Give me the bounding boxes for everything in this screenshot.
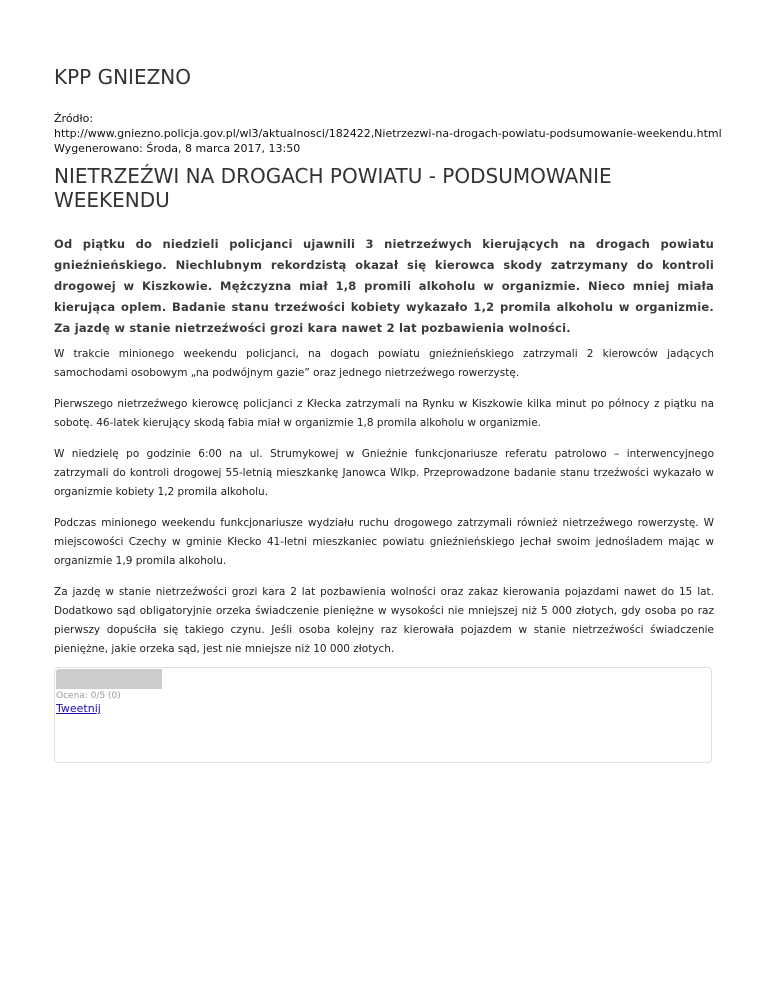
article-paragraph: Za jazdę w stanie nietrzeźwości grozi kara 2 lat pozbawienia wolności oraz zakaz kierowania pojazdami nawet do 15 lat. Dodatkowo sąd obligatoryjnie orzeka świadczenie pieniężne w wysokości nie mniejszej niż 5 000 złotych, gdy osoba po raz pierwszy dopuściła się takiego czynu. Jeśli osoba kolejny raz kierowała pojazdem w stanie nietrzeźwości świadczenie pieniężne, jakie orzeka sąd, jest nie mniejsze niż 10 000 złotych.	[54, 586, 714, 655]
article-paragraph: Podczas minionego weekendu funkcjonariusze wydziału ruchu drogowego zatrzymali również nietrzeźwego rowerzystę. W miejscowości Czechy w gminie Kłecko 41-letni mieszkaniec powiatu gnieźnieńskiego jechał swoim jednośladem mając w organizmie 1,9 promila alkoholu.	[54, 517, 714, 567]
article-body	[54, 345, 714, 671]
generated-date: Wygenerowano: Środa, 8 marca 2017, 13:50	[54, 142, 301, 155]
rating-stars-bar[interactable]	[56, 669, 162, 689]
article-title: NIETRZEŹWI NA DROGACH POWIATU - PODSUMOWANIE WEEKENDU	[54, 164, 612, 212]
rating-text: Ocena: 0/5 (0)	[56, 691, 121, 701]
source-url: http://www.gniezno.policja.gov.pl/wl3/aktualnosci/182422,Nietrzezwi-na-drogach-powiatu-podsumowanie-weekendu.html	[54, 127, 722, 140]
article-lead: Od piątku do niedzieli policjanci ujawnili 3 nietrzeźwych kierujących na drogach powiatu gnieźnieńskiego. Niechlubnym rekordzistą okazał się kierowca skody zatrzymany do kontroli drogowej w Kiszkowie. Mężczyzna miał 1,8 promili alkoholu w organizmie. Nieco mniej miała kierująca oplem. Badanie stanu trzeźwości kobiety wykazało 1,2 promila alkoholu w organizmie. Za jazdę w stanie nietrzeźwości grozi kara nawet 2 lat pozbawienia wolności.	[54, 237, 714, 335]
article-paragraph: W niedzielę po godzinie 6:00 na ul. Strumykowej w Gnieźnie funkcjonariusze referatu patrolowo – interwencyjnego zatrzymali do kontroli drogowej 55-letnią mieszkankę Janowca Wlkp. Przeprowadzone badanie stanu trzeźwości wykazało w organizmie kobiety 1,2 promila alkoholu.	[54, 448, 714, 498]
rating-box	[54, 667, 712, 763]
article-paragraph: W trakcie minionego weekendu policjanci, na dogach powiatu gnieźnieńskiego zatrzymali 2 kierowców jadących samochodami osobowym „na podwójnym gazie” oraz jednego nietrzeźwego rowerzystę.	[54, 348, 714, 379]
source-label: Źródło:	[54, 112, 94, 125]
article-paragraph: Pierwszego nietrzeźwego kierowcę policjanci z Kłecka zatrzymali na Rynku w Kiszkowie kilka minut po północy z piątku na sobotę. 46-latek kierujący skodą fabia miał w organizmie 1,8 promila alkoholu w organizmie.	[54, 398, 714, 429]
site-title: KPP GNIEZNO	[54, 65, 191, 89]
tweet-link[interactable]: Tweetnij	[56, 702, 101, 715]
document-meta	[54, 111, 734, 156]
